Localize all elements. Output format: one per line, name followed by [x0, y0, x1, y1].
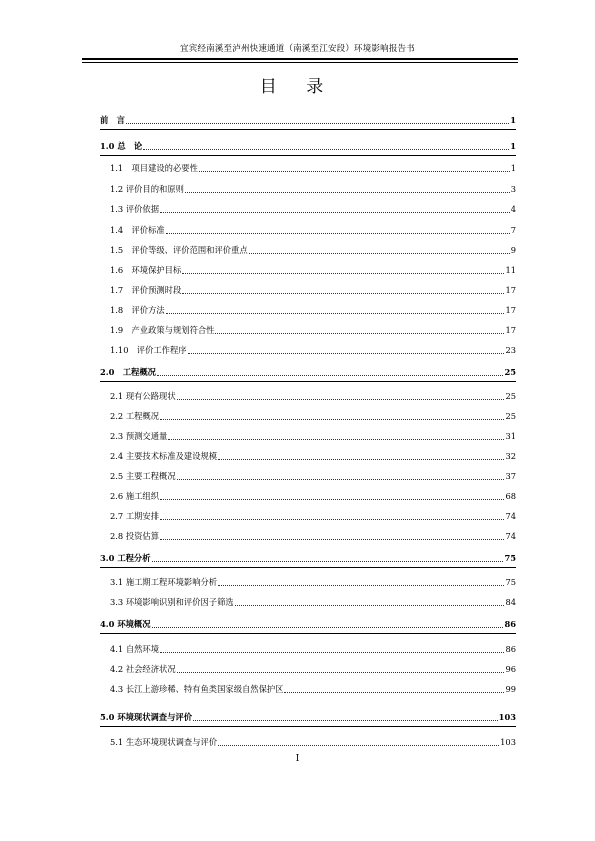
toc-dot-leader	[199, 171, 510, 172]
toc-subsection-entry[interactable]	[110, 242, 516, 256]
toc-section-entry[interactable]	[100, 709, 516, 723]
toc-entry-page-number: 17	[505, 285, 516, 295]
toc-entry-label: 4.0 环境概况	[100, 619, 151, 629]
toc-dot-leader	[218, 585, 504, 586]
toc-dot-leader	[166, 313, 505, 314]
toc-dot-leader	[177, 672, 505, 673]
toc-entry-page-number: 7	[510, 225, 516, 235]
toc-dot-leader	[157, 375, 504, 376]
toc-section-entry[interactable]	[100, 112, 516, 126]
toc-entry-label: 2.7 工期安排	[110, 511, 160, 521]
toc-subsection-entry[interactable]	[110, 201, 516, 215]
toc-dot-leader	[182, 273, 504, 274]
toc-dot-leader	[152, 561, 504, 562]
running-header: 宜宾经南溪至泸州快速通道（南溪至江安段）环境影响报告书	[180, 44, 415, 54]
toc-subsection-entry[interactable]	[110, 681, 516, 695]
toc-entry-label: 2.1 现有公路现状	[110, 391, 176, 401]
toc-entry-label: 1.4 评价标准	[110, 225, 165, 235]
toc-entry-label: 3.1 施工期工程环境影响分析	[110, 577, 218, 587]
toc-dot-leader	[160, 499, 504, 500]
toc-entry-label: 2.8 投资估算	[110, 531, 160, 541]
toc-entry-page-number: 11	[505, 265, 516, 275]
page-number: I	[295, 754, 300, 764]
toc-subsection-entry[interactable]	[110, 488, 516, 502]
toc-subsection-entry[interactable]	[110, 428, 516, 442]
toc-subsection-entry[interactable]	[110, 342, 516, 356]
toc-entry-page-number: 99	[505, 684, 516, 694]
toc-dot-leader	[160, 519, 504, 520]
toc-entry-page-number: 1	[510, 115, 516, 125]
toc-subsection-entry[interactable]	[110, 181, 516, 195]
toc-entry-page-number: 68	[505, 491, 516, 501]
toc-entry-label: 4.1 自然环境	[110, 644, 160, 654]
toc-entry-label: 2.0 工程概况	[100, 367, 156, 377]
toc-entry-label: 2.4 主要技术标准及建设规模	[110, 451, 218, 461]
toc-dot-leader	[185, 192, 510, 193]
toc-dot-leader	[177, 399, 505, 400]
toc-dot-leader	[126, 123, 509, 124]
toc-dot-leader	[235, 605, 505, 606]
toc-entry-label: 2.2 工程概况	[110, 411, 160, 421]
toc-entry-page-number: 74	[505, 511, 516, 521]
toc-subsection-entry[interactable]	[110, 262, 516, 276]
toc-entry-label: 4.2 社会经济状况	[110, 664, 176, 674]
toc-dot-leader	[160, 539, 504, 540]
toc-entry-page-number: 103	[498, 712, 516, 722]
toc-dot-leader	[160, 652, 504, 653]
toc-entry-label: 3.3 环境影响识别和评价因子筛选	[110, 597, 234, 607]
toc-dot-leader	[160, 212, 510, 213]
toc-entry-label: 1.7 评价预测时段	[110, 285, 182, 295]
toc-entry-page-number: 1	[510, 141, 516, 151]
toc-entry-page-number: 32	[505, 451, 516, 461]
toc-dot-leader	[182, 293, 504, 294]
toc-title: 目 录	[259, 77, 336, 97]
toc-entry-page-number: 17	[505, 305, 516, 315]
toc-entry-label: 2.6 施工组织	[110, 491, 160, 501]
toc-entry-label: 4.3 长江上游珍稀、特有鱼类国家级自然保护区	[110, 684, 284, 694]
section-divider	[100, 633, 516, 634]
toc-entry-page-number: 25	[504, 367, 516, 377]
toc-entry-page-number: 103	[500, 737, 516, 747]
toc-subsection-entry[interactable]	[110, 222, 516, 236]
toc-entry-page-number: 86	[504, 619, 516, 629]
toc-entry-label: 1.6 环境保护目标	[110, 265, 182, 275]
toc-subsection-entry[interactable]	[110, 322, 516, 336]
toc-entry-label: 1.10 评价工作程序	[110, 345, 187, 355]
toc-subsection-entry[interactable]	[110, 734, 516, 748]
toc-entry-label: 2.5 主要工程概况	[110, 471, 176, 481]
toc-entry-page-number: 1	[510, 163, 516, 173]
toc-subsection-entry[interactable]	[110, 574, 516, 588]
toc-entry-page-number: 37	[505, 471, 516, 481]
toc-dot-leader	[168, 439, 504, 440]
toc-entry-label: 1.9 产业政策与规划符合性	[110, 325, 215, 335]
header-rule	[82, 58, 518, 60]
toc-entry-label: 1.2 评价目的和原则	[110, 184, 184, 194]
toc-entry-page-number: 74	[505, 531, 516, 541]
toc-entry-page-number: 86	[505, 644, 516, 654]
toc-entry-label: 1.1 项目建设的必要性	[110, 163, 198, 173]
toc-subsection-entry[interactable]	[110, 408, 516, 422]
toc-dot-leader	[193, 720, 498, 721]
toc-entry-label: 5.1 生态环境现状调查与评价	[110, 737, 218, 747]
toc-entry-page-number: 4	[510, 204, 516, 214]
toc-dot-leader	[160, 419, 504, 420]
toc-section-entry[interactable]	[100, 364, 516, 378]
toc-dot-leader	[152, 627, 504, 628]
toc-entry-label: 1.3 评价依据	[110, 204, 160, 214]
toc-entry-page-number: 75	[504, 553, 516, 563]
toc-entry-label: 2.3 预测交通量	[110, 431, 168, 441]
toc-subsection-entry[interactable]	[110, 468, 516, 482]
toc-subsection-entry[interactable]	[110, 528, 516, 542]
toc-dot-leader	[188, 353, 505, 354]
toc-dot-leader	[218, 745, 499, 746]
toc-section-entry[interactable]	[100, 616, 516, 630]
toc-entry-label: 5.0 环境现状调查与评价	[100, 712, 192, 722]
toc-dot-leader	[249, 253, 510, 254]
toc-subsection-entry[interactable]	[110, 641, 516, 655]
toc-dot-leader	[218, 459, 504, 460]
toc-section-entry[interactable]	[100, 550, 516, 564]
toc-entry-label: 前 言	[100, 115, 125, 125]
toc-entry-page-number: 23	[505, 345, 516, 355]
toc-entry-page-number: 84	[505, 597, 516, 607]
toc-entry-page-number: 25	[505, 411, 516, 421]
toc-entry-label: 1.0 总 论	[100, 141, 143, 151]
toc-entry-page-number: 9	[510, 245, 516, 255]
section-divider	[100, 129, 516, 130]
toc-entry-page-number: 3	[510, 184, 516, 194]
toc-subsection-entry[interactable]	[110, 508, 516, 522]
toc-dot-leader	[166, 233, 510, 234]
section-divider	[100, 726, 516, 727]
toc-subsection-entry[interactable]	[110, 594, 516, 608]
toc-entry-label: 3.0 工程分析	[100, 553, 151, 563]
toc-subsection-entry[interactable]	[110, 160, 516, 174]
toc-subsection-entry[interactable]	[110, 661, 516, 675]
toc-subsection-entry[interactable]	[110, 302, 516, 316]
toc-entry-page-number: 31	[505, 431, 516, 441]
toc-section-entry[interactable]	[100, 138, 516, 152]
toc-entry-page-number: 75	[505, 577, 516, 587]
section-divider	[100, 567, 516, 568]
toc-entry-page-number: 25	[505, 391, 516, 401]
toc-entry-label: 1.5 评价等级、评价范围和评价重点	[110, 245, 248, 255]
toc-subsection-entry[interactable]	[110, 282, 516, 296]
toc-entry-label: 1.8 评价方法	[110, 305, 165, 315]
toc-dot-leader	[215, 333, 504, 334]
toc-subsection-entry[interactable]	[110, 448, 516, 462]
section-divider	[100, 381, 516, 382]
toc-dot-leader	[284, 692, 504, 693]
toc-dot-leader	[143, 149, 509, 150]
header-rule-thin	[82, 62, 518, 63]
toc-subsection-entry[interactable]	[110, 388, 516, 402]
section-divider	[100, 155, 516, 156]
toc-dot-leader	[177, 479, 505, 480]
toc-entry-page-number: 17	[505, 325, 516, 335]
toc-entry-page-number: 96	[505, 664, 516, 674]
